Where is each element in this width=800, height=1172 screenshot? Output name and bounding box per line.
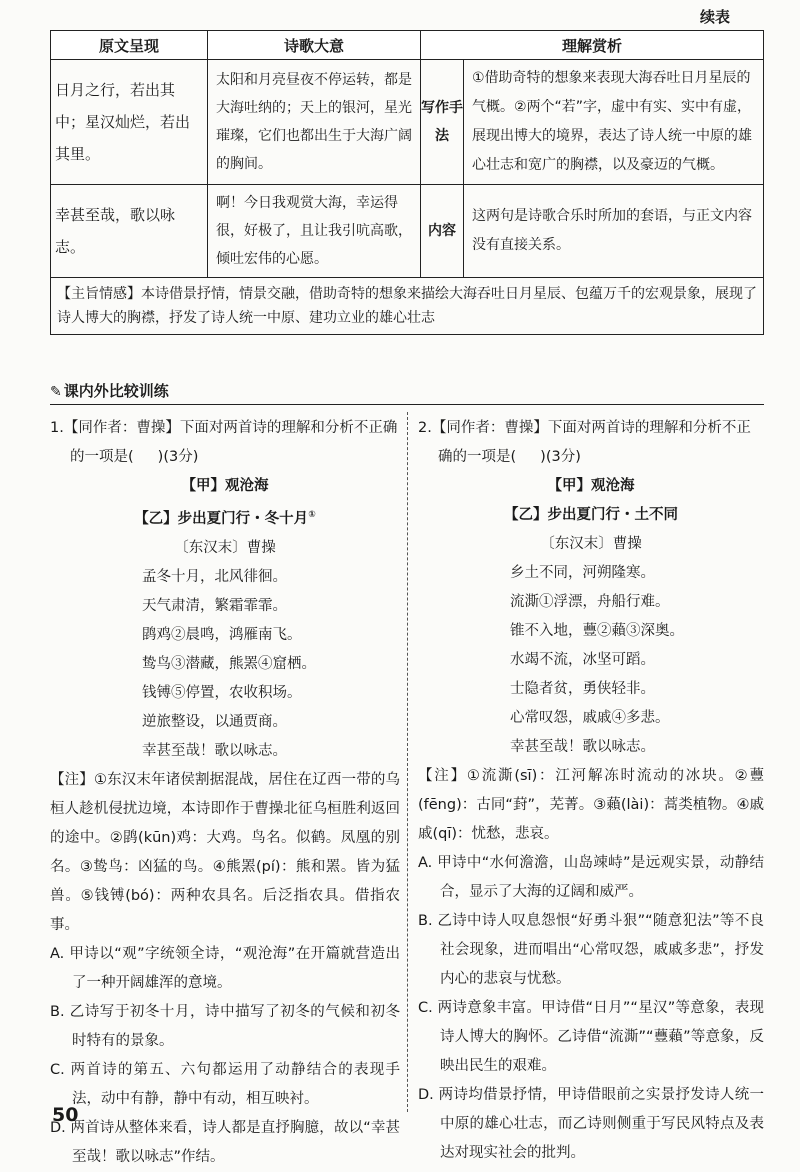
q2-option-c[interactable]: C. 两诗意象丰富。甲诗借“日月”“星汉”等意象，表现诗人博大的胸怀。乙诗借“流澌”“蘴藾”等意象，反映出民生的艰难。 xyxy=(418,1000,764,1074)
q1-stem: 1.【同作者：曹操】下面对两首诗的理解和分析不正确的一项是( )(3分) xyxy=(50,420,398,465)
row1-analysis: ①借助奇特的想象来表现大海吞吐日月星辰的气概。②两个“若”字，虚中有实、实中有虚，展现出博大的境界，表达了诗人统一中原的雄心壮志和宽广的胸襟，以及豪迈的气概。 xyxy=(464,60,764,185)
q2-poem-line: 锥不入地，蘴②藾③深奥。 xyxy=(510,623,684,639)
question-2 xyxy=(418,414,764,1168)
header-original: 原文呈现 xyxy=(51,31,208,60)
q1-poem-line: 天气肃清，繁霜霏霏。 xyxy=(142,597,287,614)
row1-aspect: 写作手法 xyxy=(421,60,464,185)
q2-option-b[interactable]: B. 乙诗中诗人叹息怨恨“好勇斗狠”“随意犯法”等不良社会现象，进而唱出“心常叹怨，戚戚多悲”，抒发内心的悲哀与忧愁。 xyxy=(418,913,764,987)
q1-poem-line: 逆旅整设，以通贾商。 xyxy=(142,713,287,730)
q2-note: 【注】①流澌(sī)：江河解冻时流动的冰块。②蘴(fēng)：古同“葑”，芜菁。③藾(lài)：蒿类植物。④戚戚(qī)：忧愁，悲哀。 xyxy=(418,768,764,842)
q1-option-b[interactable]: B. 乙诗写于初冬十月，诗中描写了初冬的气候和初冬时特有的景象。 xyxy=(50,1003,400,1049)
q2-stem: 2.【同作者：曹操】下面对两首诗的理解和分析不正确的一项是( )(3分) xyxy=(418,420,751,465)
q2-option-a[interactable]: A. 甲诗中“水何澹澹，山岛竦峙”是远观实景，动静结合，显示了大海的辽阔和威严。 xyxy=(418,855,764,900)
row1-meaning: 太阳和月亮昼夜不停运转，都是大海吐纳的；天上的银河，星光璀璨，它们也都出生于大海广阔的胸间。 xyxy=(208,60,421,185)
row2-aspect: 内容 xyxy=(421,185,464,278)
q1-poem-line: 鸷鸟③潜藏，熊罴④窟栖。 xyxy=(142,655,316,672)
theme-row xyxy=(51,278,764,335)
table-row xyxy=(51,60,764,185)
row2-original: 幸甚至哉，歌以咏志。 xyxy=(51,185,208,278)
q1-poem-line: 钱镈⑤停置，农收积场。 xyxy=(142,684,302,701)
q1-option-c[interactable]: C. 两首诗的第五、六句都运用了动静结合的表现手法，动中有静，静中有动，相互映衬。 xyxy=(50,1061,400,1107)
q2-poem-line: 乡土不同，河朔隆寒。 xyxy=(510,565,655,581)
pencil-icon: ✎ xyxy=(50,384,62,400)
table-row xyxy=(51,185,764,278)
header-analysis: 理解赏析 xyxy=(421,31,764,60)
q2-poem-b-title: 【乙】步出夏门行・土不同 xyxy=(504,507,678,523)
q2-poem-a-title: 【甲】观沧海 xyxy=(547,478,635,494)
header-meaning: 诗歌大意 xyxy=(208,31,421,60)
q1-poem-line: 幸甚至哉！歌以咏志。 xyxy=(142,742,287,759)
q1-author: 〔东汉末〕曹操 xyxy=(174,539,276,556)
q1-poem-line: 鹍鸡②晨鸣，鸿雁南飞。 xyxy=(142,626,302,643)
q2-author: 〔东汉末〕曹操 xyxy=(540,536,642,552)
analysis-table xyxy=(50,30,764,335)
column-divider xyxy=(407,412,408,1112)
section-header xyxy=(50,380,764,405)
q2-poem-line: 士隐者贫，勇侠轻非。 xyxy=(510,681,655,697)
section-title: 课内外比较训练 xyxy=(63,382,169,400)
q2-poem-line: 水竭不流，冰坚可蹈。 xyxy=(510,652,655,668)
page-number: 50 xyxy=(52,1104,79,1126)
q1-poem-line: 孟冬十月，北风徘徊。 xyxy=(142,568,287,585)
theme-text: 【主旨情感】本诗借景抒情，情景交融，借助奇特的想象来描绘大海吞吐日月星辰、包蕴万千的宏观景象，展现了诗人博大的胸襟，抒发了诗人统一中原、建功立业的雄心壮志 xyxy=(51,278,764,335)
row2-analysis: 这两句是诗歌合乐时所加的套语，与正文内容没有直接关系。 xyxy=(464,185,764,278)
q2-option-d[interactable]: D. 两诗均借景抒情，甲诗借眼前之实景抒发诗人统一中原的雄心壮志，而乙诗则侧重于写民风特点及表达对现实社会的批判。 xyxy=(418,1087,764,1161)
row2-meaning: 啊！今日我观赏大海，幸运得很，好极了，且让我引吭高歌，倾吐宏伟的心愿。 xyxy=(208,185,421,278)
q1-note: 【注】①东汉末年诸侯割据混战，居住在辽西一带的乌桓人趁机侵扰边境，本诗即作于曹操北征乌桓胜利返回的途中。②鹍(kūn)鸡：大鸡。鸟名。似鹤。凤凰的别名。③鸷鸟：凶猛的鸟。④熊罴(pí)：熊和罴。皆为猛兽。⑤钱镈(bó)：两种农具名。后泛指农具。借指农事。 xyxy=(50,771,400,933)
question-1 xyxy=(50,414,400,1172)
row1-original: 日月之行，若出其中；星汉灿烂，若出其里。 xyxy=(51,60,208,185)
q2-poem-line: 流澌①浮漂，舟船行难。 xyxy=(510,594,670,610)
table-header-row xyxy=(51,31,764,60)
q1-poem-a-title: 【甲】观沧海 xyxy=(181,478,269,494)
continued-label: 续表 xyxy=(699,8,730,26)
q2-poem-line: 幸甚至哉！歌以咏志。 xyxy=(510,739,655,755)
q1-option-d[interactable]: D. 两首诗从整体来看，诗人都是直抒胸臆，故以“幸甚至哉！歌以咏志”作结。 xyxy=(50,1119,400,1165)
q1-option-a[interactable]: A. 甲诗以“观”字统领全诗，“观沧海”在开篇就营造出了一种开阔雄浑的意境。 xyxy=(50,945,400,991)
q1-poem-b-title: 【乙】步出夏门行・冬十月① xyxy=(134,510,316,527)
q2-poem-line: 心常叹怨，戚戚④多悲。 xyxy=(510,710,670,726)
